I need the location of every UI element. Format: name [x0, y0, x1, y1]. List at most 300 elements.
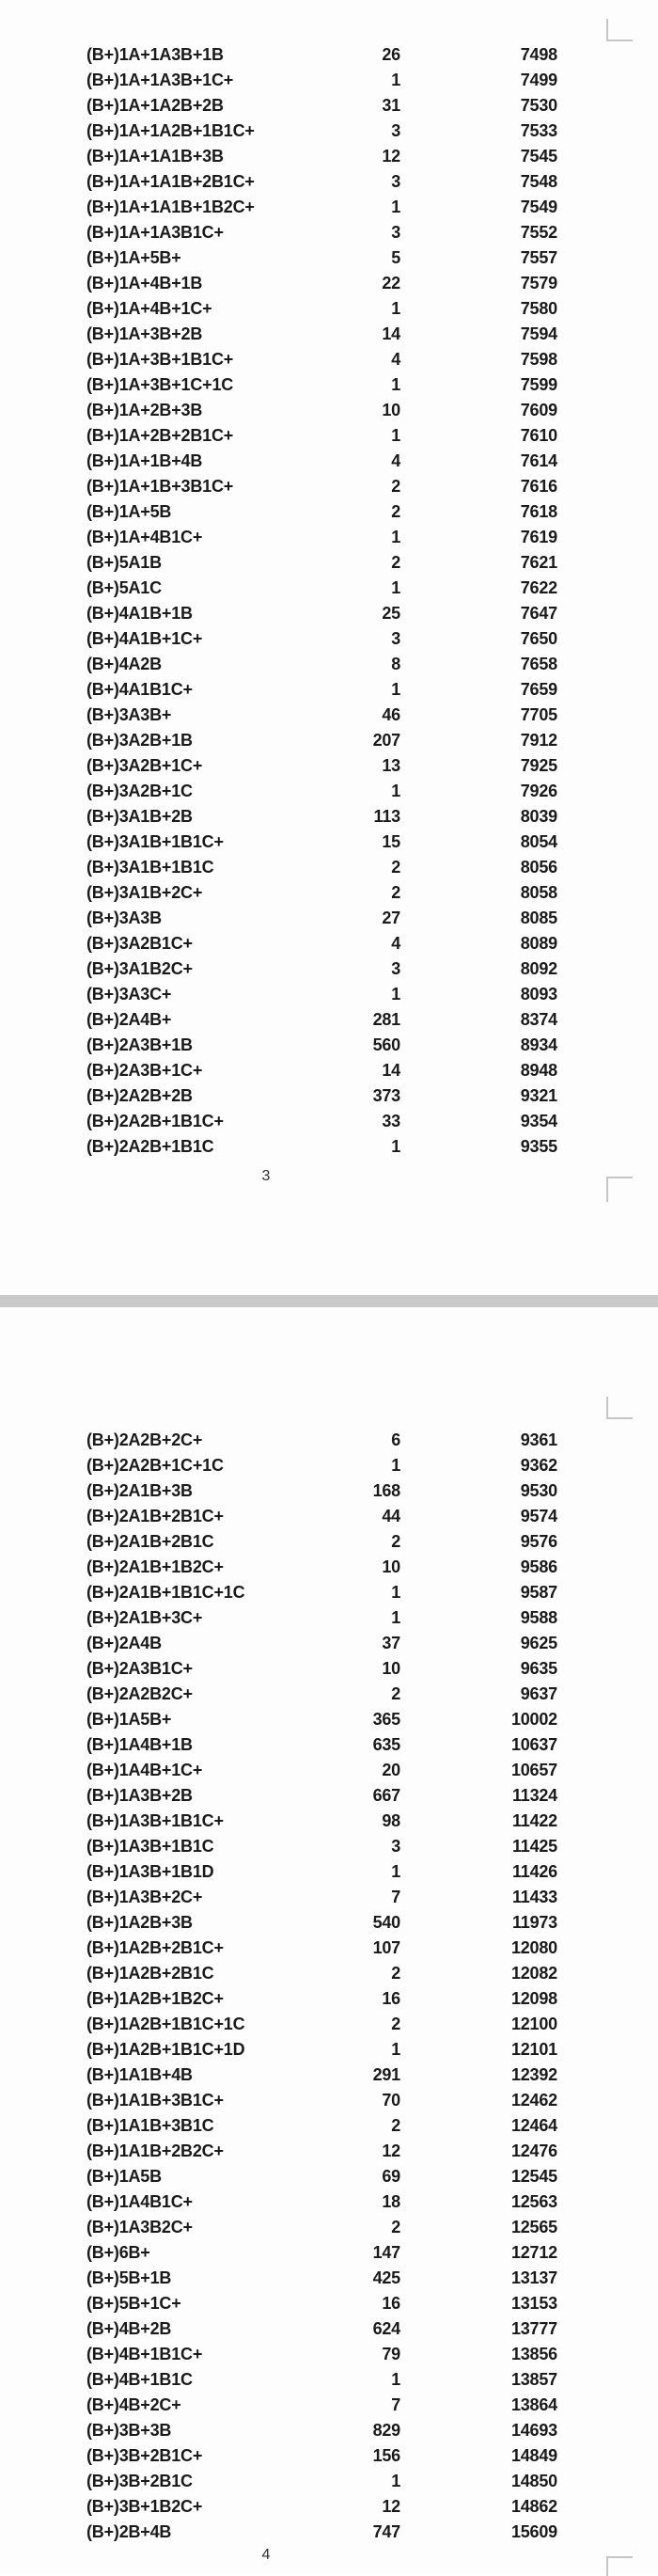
category-label: (B+)1A2B+1B2C+ [86, 1989, 224, 2008]
count-value: 3 [391, 121, 400, 140]
table-row [86, 1555, 557, 1580]
table-row [86, 779, 557, 804]
cumulative-value: 12712 [510, 2243, 557, 2262]
cumulative-value: 8058 [520, 883, 557, 902]
category-label: (B+)3B+2B1C [86, 2472, 193, 2490]
count-value: 7 [391, 1888, 400, 1906]
count-value: 1 [391, 985, 400, 1004]
count-value: 12 [382, 147, 400, 166]
table-row [86, 2037, 557, 2062]
count-value: 1 [391, 299, 400, 318]
count-value: 18 [382, 2192, 400, 2211]
count-value: 2 [391, 2015, 400, 2033]
count-value: 1 [391, 2370, 400, 2389]
table-row [86, 2520, 557, 2545]
cumulative-value: 9587 [520, 1583, 557, 1602]
category-label: (B+)3A1B+1B1C [86, 858, 214, 877]
category-label: (B+)1A5B [86, 2167, 162, 2186]
category-label: (B+)1A3B+2B [86, 1786, 193, 1805]
cumulative-value: 7926 [520, 782, 557, 800]
count-value: 560 [372, 1035, 400, 1054]
category-label: (B+)5A1C [86, 578, 162, 597]
category-label: (B+)2A1B+2B1C [86, 1532, 214, 1551]
category-label: (B+)1A3B+1B1C [86, 1837, 214, 1856]
category-label: (B+)2A3B+1B [86, 1035, 193, 1054]
cumulative-value: 8948 [520, 1061, 557, 1080]
count-value: 373 [372, 1086, 400, 1105]
cumulative-value: 9588 [520, 1608, 557, 1627]
table-row [86, 626, 557, 652]
cumulative-value: 9576 [520, 1532, 557, 1551]
cumulative-value: 7599 [520, 375, 557, 394]
table-row [86, 42, 557, 68]
count-value: 747 [372, 2522, 400, 2541]
cumulative-value: 7621 [520, 553, 557, 572]
count-value: 10 [382, 1659, 400, 1678]
category-label: (B+)3A1B2C+ [86, 959, 193, 978]
category-label: (B+)1A+4B+1C+ [86, 299, 212, 318]
table-row [86, 1083, 557, 1109]
table-row [86, 372, 557, 398]
count-value: 4 [391, 934, 400, 953]
count-value: 281 [372, 1010, 400, 1029]
category-label: (B+)1A2B+2B1C [86, 1964, 214, 1983]
table-row [86, 1109, 557, 1134]
count-value: 6 [391, 1430, 400, 1449]
category-label: (B+)2A1B+3B [86, 1481, 193, 1500]
category-label: (B+)2A2B+1B1C+ [86, 1112, 224, 1130]
category-label: (B+)3B+1B2C+ [86, 2497, 203, 2516]
category-label: (B+)3A2B+1C [86, 782, 193, 800]
count-value: 1 [391, 1862, 400, 1881]
cumulative-value: 14862 [510, 2497, 557, 2516]
category-label: (B+)3A1B+2C+ [86, 883, 203, 902]
table-row [86, 93, 557, 119]
count-value: 207 [372, 731, 400, 750]
count-value: 1 [391, 1608, 400, 1627]
count-value: 25 [382, 604, 400, 623]
cumulative-value: 12082 [510, 1964, 557, 1983]
cumulative-value: 9362 [520, 1456, 557, 1475]
category-label: (B+)1A+5B [86, 502, 172, 521]
count-value: 635 [372, 1735, 400, 1754]
table-row [86, 525, 557, 550]
cumulative-value: 12476 [510, 2141, 557, 2160]
table-row [86, 1529, 557, 1555]
count-value: 2 [391, 2218, 400, 2236]
cumulative-value: 13137 [510, 2268, 557, 2287]
table-row [86, 1453, 557, 1478]
count-value: 2 [391, 858, 400, 877]
cumulative-value: 13864 [510, 2395, 557, 2414]
category-label: (B+)1A+4B+1B [86, 274, 203, 292]
count-value: 667 [372, 1786, 400, 1805]
table-row [86, 2240, 557, 2266]
category-label: (B+)1A+1A3B+1C+ [86, 71, 234, 89]
table-row [86, 550, 557, 576]
category-label: (B+)1A+1A2B+2B [86, 96, 224, 115]
table-row [86, 2215, 557, 2240]
category-label: (B+)1A2B+3B [86, 1913, 193, 1932]
table-row [86, 1605, 557, 1631]
table-row [86, 169, 557, 195]
table-row [86, 322, 557, 347]
count-value: 46 [382, 705, 400, 724]
category-label: (B+)1A+1A2B+1B1C+ [86, 121, 255, 140]
document-page-4 [0, 1307, 658, 2574]
crop-corner-icon [606, 2556, 633, 2576]
cumulative-value: 9625 [520, 1634, 557, 1652]
cumulative-value: 10637 [510, 1735, 557, 1754]
category-label: (B+)3A1B+1B1C+ [86, 832, 224, 851]
count-value: 3 [391, 959, 400, 978]
table-row [86, 703, 557, 728]
table-row [86, 1783, 557, 1809]
category-label: (B+)1A+1B+3B1C+ [86, 477, 234, 496]
table-row [86, 1910, 557, 1936]
table-row [86, 296, 557, 322]
category-label: (B+)2A2B+1C+1C [86, 1456, 224, 1475]
table-row [86, 1986, 557, 2012]
cumulative-value: 7552 [520, 223, 557, 242]
cumulative-value: 7705 [520, 705, 557, 724]
crop-corner-icon [606, 1397, 633, 1419]
table-row [86, 830, 557, 855]
category-label: (B+)1A+1A1B+2B1C+ [86, 172, 255, 191]
category-label: (B+)3A2B+1C+ [86, 756, 203, 775]
cumulative-value: 9361 [520, 1430, 557, 1449]
count-value: 2 [391, 477, 400, 496]
cumulative-value: 8934 [520, 1035, 557, 1054]
count-value: 1 [391, 375, 400, 394]
category-label: (B+)4A2B [86, 655, 162, 673]
category-label: (B+)2A1B+2B1C+ [86, 1507, 224, 1525]
table-row [86, 2342, 557, 2367]
category-label: (B+)1A3B2C+ [86, 2218, 193, 2236]
count-value: 1 [391, 1137, 400, 1156]
table-row [86, 195, 557, 220]
count-value: 16 [382, 1989, 400, 2008]
cumulative-value: 11425 [511, 1837, 557, 1856]
data-table [86, 1428, 557, 2545]
count-value: 12 [382, 2497, 400, 2516]
table-row [86, 68, 557, 93]
table-row [86, 144, 557, 169]
category-label: (B+)6B+ [86, 2243, 150, 2262]
cumulative-value: 10002 [510, 1710, 557, 1729]
table-row [86, 1707, 557, 1732]
category-label: (B+)1A2B+2B1C+ [86, 1938, 224, 1957]
count-value: 1 [391, 680, 400, 699]
cumulative-value: 8085 [520, 909, 557, 927]
category-label: (B+)1A+2B+2B1C+ [86, 426, 234, 445]
cumulative-value: 10657 [510, 1761, 557, 1779]
crop-corner-icon [606, 19, 633, 41]
count-value: 33 [382, 1112, 400, 1130]
cumulative-value: 7598 [520, 350, 557, 369]
category-label: (B+)1A+3B+1C+1C [86, 375, 234, 394]
category-label: (B+)4A1B+1B [86, 604, 193, 623]
table-row [86, 2469, 557, 2494]
category-label: (B+)3A1B+2B [86, 807, 193, 826]
table-row [86, 1478, 557, 1504]
category-label: (B+)1A2B+1B1C+1C [86, 2015, 245, 2033]
cumulative-value: 9354 [520, 1112, 557, 1130]
table-row [86, 398, 557, 423]
table-row [86, 601, 557, 626]
table-row [86, 2316, 557, 2342]
table-row [86, 2443, 557, 2469]
category-label: (B+)1A1B+2B2C+ [86, 2141, 224, 2160]
cumulative-value: 12563 [510, 2192, 557, 2211]
table-row [86, 2367, 557, 2393]
count-value: 44 [382, 1507, 400, 1525]
cumulative-value: 11973 [511, 1913, 557, 1932]
cumulative-value: 14693 [510, 2421, 557, 2440]
count-value: 4 [391, 350, 400, 369]
cumulative-value: 9586 [520, 1557, 557, 1576]
category-label: (B+)1A4B1C+ [86, 2192, 193, 2211]
category-label: (B+)3B+2B1C+ [86, 2446, 203, 2465]
count-value: 540 [372, 1913, 400, 1932]
crop-corner-icon [606, 1177, 633, 1202]
count-value: 1 [391, 198, 400, 216]
cumulative-value: 7579 [520, 274, 557, 292]
table-row [86, 2139, 557, 2164]
cumulative-value: 7580 [520, 299, 557, 318]
category-label: (B+)2A3B+1C+ [86, 1061, 203, 1080]
count-value: 10 [382, 401, 400, 419]
cumulative-value: 9321 [520, 1086, 557, 1105]
category-label: (B+)1A+1A3B1C+ [86, 223, 224, 242]
category-label: (B+)2A4B+ [86, 1010, 172, 1029]
table-row [86, 2012, 557, 2037]
count-value: 3 [391, 223, 400, 242]
cumulative-value: 12392 [510, 2065, 557, 2084]
cumulative-value: 7530 [520, 96, 557, 115]
table-row [86, 2291, 557, 2316]
category-label: (B+)2A2B2C+ [86, 1684, 193, 1703]
count-value: 1 [391, 2472, 400, 2490]
category-label: (B+)5A1B [86, 553, 162, 572]
count-value: 1 [391, 71, 400, 89]
table-row [86, 1885, 557, 1910]
count-value: 3 [391, 172, 400, 191]
table-row [86, 2418, 557, 2443]
category-label: (B+)3A2B+1B [86, 731, 193, 750]
cumulative-value: 11422 [511, 1811, 557, 1830]
category-label: (B+)1A1B+3B1C+ [86, 2091, 224, 2110]
cumulative-value: 7912 [520, 731, 557, 750]
cumulative-value: 7498 [520, 45, 557, 64]
category-label: (B+)5B+1B [86, 2268, 172, 2287]
table-row [86, 1682, 557, 1707]
table-row [86, 449, 557, 474]
cumulative-value: 12080 [510, 1938, 557, 1957]
cumulative-value: 13856 [510, 2345, 557, 2363]
table-row [86, 499, 557, 525]
cumulative-value: 9637 [520, 1684, 557, 1703]
category-label: (B+)2A4B [86, 1634, 162, 1652]
count-value: 20 [382, 1761, 400, 1779]
count-value: 7 [391, 2395, 400, 2414]
table-row [86, 931, 557, 956]
cumulative-value: 8093 [520, 985, 557, 1004]
table-row [86, 119, 557, 144]
count-value: 2 [391, 1964, 400, 1983]
count-value: 26 [382, 45, 400, 64]
category-label: (B+)2A1B+3C+ [86, 1608, 203, 1627]
cumulative-value: 7925 [520, 756, 557, 775]
category-label: (B+)1A2B+1B1C+1D [86, 2040, 245, 2059]
category-label: (B+)5B+1C+ [86, 2294, 181, 2313]
table-row [86, 576, 557, 601]
table-row [86, 2113, 557, 2139]
table-row [86, 347, 557, 372]
category-label: (B+)1A3B+1B1C+ [86, 1811, 224, 1830]
count-value: 1 [391, 782, 400, 800]
table-row [86, 804, 557, 830]
cumulative-value: 12464 [510, 2116, 557, 2135]
category-label: (B+)1A+1A1B+1B2C+ [86, 198, 255, 216]
cumulative-value: 15609 [510, 2522, 557, 2541]
table-row [86, 1580, 557, 1605]
category-label: (B+)1A+1A1B+3B [86, 147, 224, 166]
category-label: (B+)4B+1B1C+ [86, 2345, 203, 2363]
count-value: 2 [391, 502, 400, 521]
table-row [86, 956, 557, 982]
cumulative-value: 7619 [520, 528, 557, 546]
cumulative-value: 7614 [520, 451, 557, 470]
count-value: 113 [373, 807, 400, 826]
cumulative-value: 11324 [511, 1786, 557, 1805]
count-value: 107 [372, 1938, 400, 1957]
table-row [86, 1859, 557, 1885]
table-row [86, 245, 557, 271]
cumulative-value: 8374 [520, 1010, 557, 1029]
table-row [86, 1058, 557, 1083]
count-value: 1 [391, 578, 400, 597]
count-value: 2 [391, 883, 400, 902]
cumulative-value: 12100 [510, 2015, 557, 2033]
category-label: (B+)4B+1B1C [86, 2370, 193, 2389]
category-label: (B+)1A+3B+1B1C+ [86, 350, 234, 369]
cumulative-value: 11426 [511, 1862, 557, 1881]
count-value: 15 [382, 832, 400, 851]
cumulative-value: 8054 [520, 832, 557, 851]
category-label: (B+)2A1B+1B2C+ [86, 1557, 224, 1576]
cumulative-value: 12098 [510, 1989, 557, 2008]
table-row [86, 677, 557, 703]
cumulative-value: 9635 [520, 1659, 557, 1678]
count-value: 147 [372, 2243, 400, 2262]
category-label: (B+)2A2B+2B [86, 1086, 193, 1105]
category-label: (B+)1A3B+1B1D [86, 1862, 214, 1881]
count-value: 425 [372, 2268, 400, 2287]
count-value: 31 [382, 96, 400, 115]
table-row [86, 2393, 557, 2418]
count-value: 13 [382, 756, 400, 775]
count-value: 22 [382, 274, 400, 292]
table-row [86, 220, 557, 245]
cumulative-value: 7549 [520, 198, 557, 216]
category-label: (B+)2A1B+1B1C+1C [86, 1583, 245, 1602]
table-row [86, 1504, 557, 1529]
count-value: 4 [391, 451, 400, 470]
cumulative-value: 8092 [520, 959, 557, 978]
table-row [86, 1656, 557, 1682]
cumulative-value: 7609 [520, 401, 557, 419]
cumulative-value: 7499 [520, 71, 557, 89]
table-row [86, 423, 557, 449]
cumulative-value: 7616 [520, 477, 557, 496]
cumulative-value: 9574 [520, 1507, 557, 1525]
count-value: 156 [372, 2446, 400, 2465]
table-row [86, 855, 557, 880]
count-value: 1 [391, 426, 400, 445]
category-label: (B+)2B+4B [86, 2522, 172, 2541]
cumulative-value: 7659 [520, 680, 557, 699]
table-row [86, 982, 557, 1007]
table-row [86, 474, 557, 499]
cumulative-value: 13153 [510, 2294, 557, 2313]
count-value: 79 [382, 2345, 400, 2363]
category-label: (B+)3A3B+ [86, 705, 172, 724]
category-label: (B+)1A4B+1B [86, 1735, 193, 1754]
table-row [86, 2266, 557, 2291]
count-value: 8 [391, 655, 400, 673]
data-table [86, 42, 557, 1160]
table-row [86, 1033, 557, 1058]
count-value: 1 [391, 528, 400, 546]
table-row [86, 880, 557, 906]
cumulative-value: 8089 [520, 934, 557, 953]
cumulative-value: 13857 [510, 2370, 557, 2389]
cumulative-value: 14850 [510, 2472, 557, 2490]
category-label: (B+)3A2B1C+ [86, 934, 193, 953]
table-row [86, 652, 557, 677]
count-value: 1 [391, 1456, 400, 1475]
category-label: (B+)1A+3B+2B [86, 324, 203, 343]
table-row [86, 2164, 557, 2189]
cumulative-value: 12545 [510, 2167, 557, 2186]
table-row [86, 728, 557, 753]
table-row [86, 1428, 557, 1453]
count-value: 27 [382, 909, 400, 927]
cumulative-value: 7658 [520, 655, 557, 673]
cumulative-value: 8039 [520, 807, 557, 826]
table-row [86, 1834, 557, 1859]
category-label: (B+)1A+2B+3B [86, 401, 203, 419]
cumulative-value: 7557 [520, 248, 557, 267]
count-value: 1 [391, 2040, 400, 2059]
cumulative-value: 7650 [520, 629, 557, 648]
count-value: 168 [372, 1481, 400, 1500]
category-label: (B+)2A2B+1B1C [86, 1137, 214, 1156]
page-separator [0, 1295, 658, 1307]
table-row [86, 753, 557, 779]
category-label: (B+)4B+2B [86, 2319, 172, 2338]
count-value: 2 [391, 1684, 400, 1703]
category-label: (B+)1A+4B1C+ [86, 528, 203, 546]
count-value: 2 [391, 2116, 400, 2135]
table-row [86, 271, 557, 296]
cumulative-value: 12565 [510, 2218, 557, 2236]
cumulative-value: 7533 [520, 121, 557, 140]
table-row [86, 906, 557, 931]
count-value: 16 [382, 2294, 400, 2313]
table-row [86, 1758, 557, 1783]
